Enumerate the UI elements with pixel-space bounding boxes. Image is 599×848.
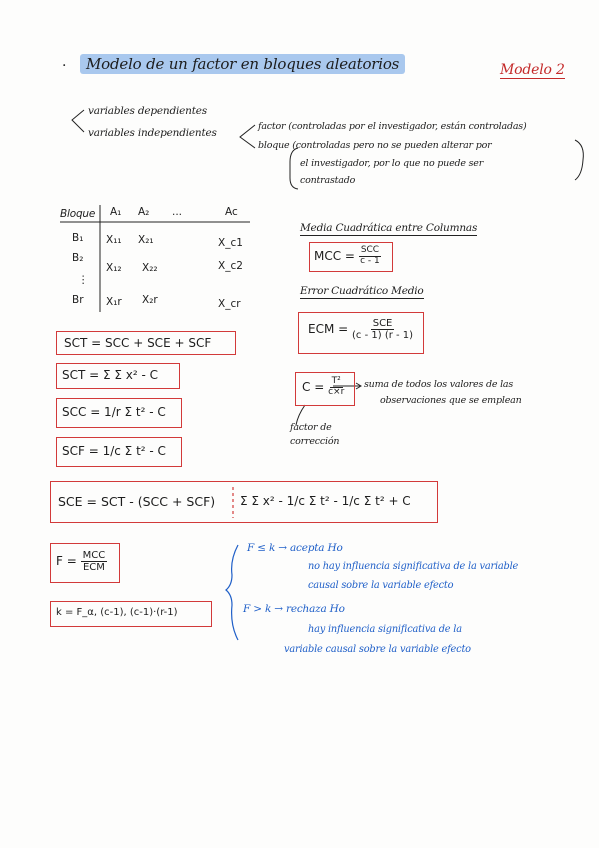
ecm-num: SCE <box>372 318 393 329</box>
table-header-bloque: Bloque <box>60 208 96 220</box>
table-header-a2: A₂ <box>138 206 150 218</box>
c-den: c×r <box>328 386 345 397</box>
c-num: T² <box>331 376 341 386</box>
mcc-lhs: MCC = <box>314 248 355 263</box>
table-row-label: B₂ <box>72 252 84 264</box>
scc-formula: SCC = 1/r Σ t² - C <box>62 405 166 419</box>
var-bloque-3: contrastado <box>300 175 356 186</box>
title-main: Modelo de un factor <box>86 55 237 73</box>
decision-accept-1: F ≤ k → acepta Ho <box>247 542 343 554</box>
table-cell: X_c1 <box>218 237 243 249</box>
mcc-fraction <box>359 246 381 267</box>
f-den: ECM <box>82 562 105 573</box>
table-header-ac: Ac <box>225 206 238 218</box>
mcc-heading: Media Cuadrática entre Columnas <box>300 222 478 234</box>
table-header-dots: ... <box>172 206 183 218</box>
c-factor-1: factor de <box>290 422 332 433</box>
sce-formula-left: SCE = SCT - (SCC + SCF) <box>58 494 216 509</box>
table-cell: X₁₂ <box>106 262 122 274</box>
decision-reject-3: variable causal sobre la variable efecto <box>284 644 471 655</box>
scf-formula: SCF = 1/c Σ t² - C <box>62 444 166 458</box>
table-header-a1: A₁ <box>110 206 122 218</box>
table-cell: X₂₂ <box>142 262 158 274</box>
c-formula <box>302 377 344 398</box>
mcc-formula <box>314 246 381 267</box>
bullet: · <box>62 58 67 74</box>
table-row-label: Br <box>72 294 84 306</box>
c-note-1: suma de todos los valores de las <box>364 379 514 390</box>
sce-formula-right: Σ Σ x² - 1/c Σ t² - 1/c Σ t² + C <box>240 494 411 508</box>
var-factor: factor (controladas por el investigador, están controladas) <box>258 121 527 132</box>
ecm-heading: Error Cuadrático Medio <box>300 285 424 297</box>
var-dependent: variables dependientes <box>88 105 207 117</box>
ecm-den: (c - 1) (r - 1) <box>352 330 414 341</box>
sct-total-formula: SCT = SCC + SCE + SCF <box>64 336 212 350</box>
decision-reject-2: hay influencia significativa de la <box>308 624 462 635</box>
decision-accept-3: causal sobre la variable efecto <box>308 580 454 591</box>
table-row-label: B₁ <box>72 232 84 244</box>
f-lhs: F = <box>56 554 77 568</box>
table-cell: X₂r <box>142 294 158 306</box>
mcc-num: SCC <box>360 245 380 255</box>
ecm-lhs: ECM = <box>308 322 349 336</box>
model-tag: Modelo 2 <box>500 62 565 78</box>
var-independent: variables independientes <box>88 127 217 139</box>
table-cell: X₁r <box>106 296 122 308</box>
k-formula: k = F_α, (c-1), (c-1)·(r-1) <box>56 607 178 618</box>
c-factor-2: corrección <box>290 436 340 447</box>
c-fraction <box>328 377 344 398</box>
decision-accept-2: no hay influencia significativa de la variable <box>308 561 519 572</box>
title-rest: en bloques aleatorios <box>240 55 400 73</box>
sct-formula: SCT = Σ Σ x² - C <box>62 368 159 382</box>
table-cell: X₁₁ <box>106 234 122 246</box>
c-note-2: observaciones que se emplean <box>380 395 522 406</box>
table-cell: X₂₁ <box>138 234 154 246</box>
ecm-formula <box>308 318 413 341</box>
table-cell: X_cr <box>218 298 241 310</box>
c-lhs: C = <box>302 379 325 394</box>
ecm-fraction <box>352 318 413 341</box>
var-bloque-1: bloque (controladas pero no se pueden alterar por <box>258 140 492 151</box>
decision-reject-1: F > k → rechaza Ho <box>243 603 345 615</box>
f-formula <box>56 550 107 573</box>
mcc-den: c - 1 <box>360 255 380 266</box>
var-bloque-2: el investigador, por lo que no puede ser <box>300 158 484 169</box>
f-fraction <box>81 550 108 573</box>
table-row-label: ⋮ <box>78 274 89 286</box>
f-num: MCC <box>82 550 106 561</box>
table-cell: X_c2 <box>218 260 243 272</box>
